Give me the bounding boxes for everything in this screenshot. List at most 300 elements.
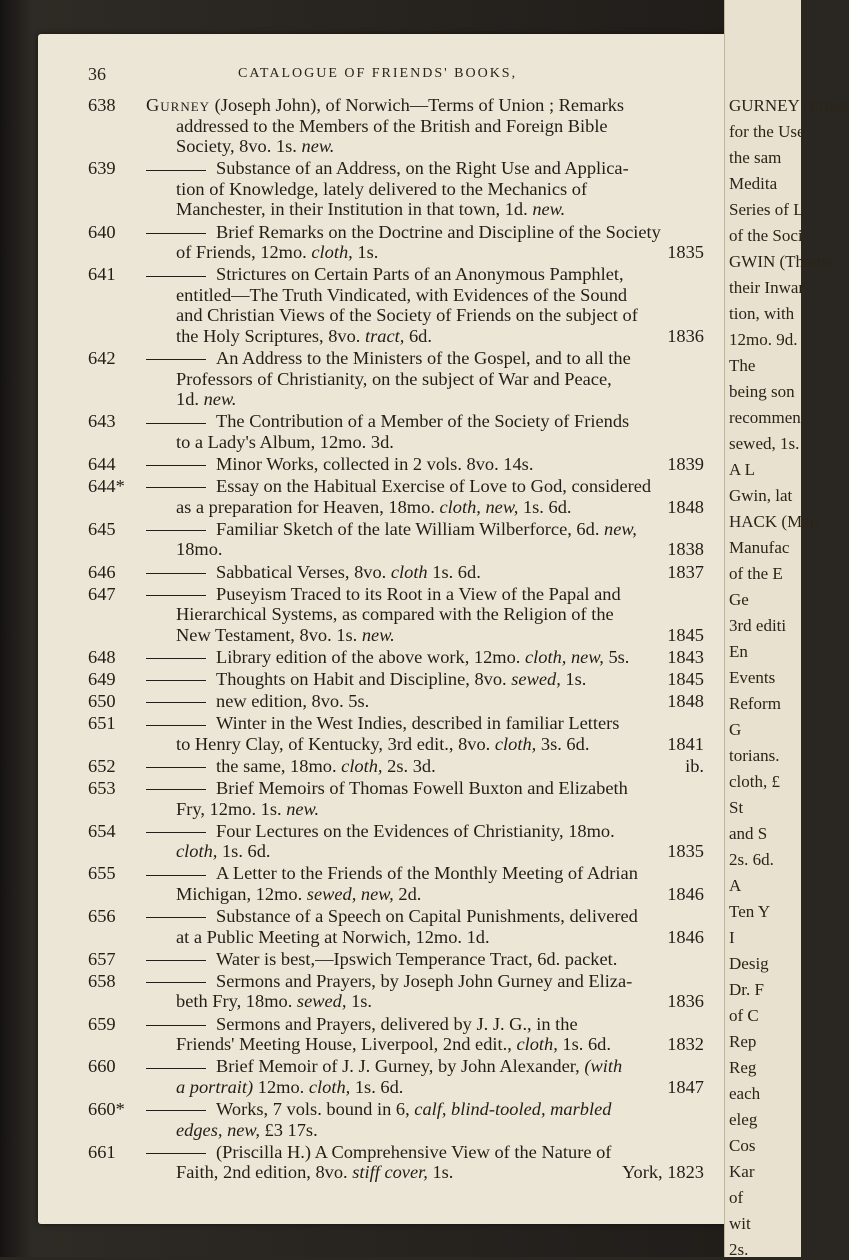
facing-page-text: St [729, 798, 744, 817]
facing-page-text: Dr. F [729, 980, 764, 999]
entry-italic: cloth, [311, 242, 353, 263]
ditto-dash [146, 233, 206, 234]
ditto-dash [146, 359, 206, 360]
entry-line-text [176, 305, 638, 326]
ditto-dash [146, 982, 206, 983]
entry-text: Professors of Christianity, on the subject of War and Peace, [176, 368, 612, 389]
entry-text: Four Lectures on the Evidences of Christianity, 18mo. [216, 820, 615, 841]
entry-text: entitled—The Truth Vindicated, with Evidences of the Sound [176, 284, 628, 305]
entry-text: 1s. 6d. [562, 1034, 611, 1055]
entry-number: 648 [88, 646, 116, 667]
facing-page-text: of [729, 1188, 744, 1207]
entry-line-text [146, 562, 481, 583]
entry-number: 644* [88, 476, 125, 497]
entry-line [88, 305, 704, 326]
entry-number: 653 [88, 778, 116, 798]
entry-line-text [176, 326, 432, 347]
entry-line-text [146, 906, 638, 927]
catalogue-entry [88, 348, 704, 410]
entry-line [88, 884, 704, 905]
entry-number: 644 [88, 454, 116, 475]
entry-text: Brief Memoirs of Thomas Fowell Buxton and Elizabeth [216, 778, 628, 798]
facing-page-text: sewed, 1s. [729, 434, 800, 453]
catalogue-entry [88, 222, 704, 263]
entry-year: 1839 [667, 454, 704, 475]
entry-line-text [176, 539, 223, 560]
entry-text: Substance of a Speech on Capital Punishments, delivered [216, 906, 638, 927]
entry-text: 5s. [608, 646, 630, 667]
entry-line-text [146, 476, 651, 497]
entry-line-text [146, 264, 624, 285]
entry-line-text [176, 927, 490, 948]
facing-page-text: recommen [729, 408, 801, 427]
entry-italic: edges, new, [176, 1119, 260, 1140]
entry-italic: new. [532, 199, 566, 220]
entry-number: 640 [88, 221, 116, 242]
entry-number: 652 [88, 755, 116, 776]
entry-text: the Holy Scriptures, 8vo. [176, 326, 361, 347]
facing-page-text: being son [729, 382, 795, 401]
entry-text: Substance of an Address, on the Right Use and Applica- [216, 158, 629, 179]
entry-line-text [146, 584, 621, 605]
entry-text: 1s. [357, 242, 379, 263]
entry-text: £3 17s. [264, 1119, 318, 1140]
entry-number: 650 [88, 691, 116, 712]
entry-italic: cloth, [516, 1034, 558, 1055]
entry-number: 655 [88, 863, 116, 884]
entry-line-text [146, 519, 637, 540]
facing-page-text: Cos [729, 1136, 756, 1155]
entry-text: 1s. 6d. [432, 561, 481, 582]
entry-line-text [176, 799, 319, 820]
entry-text: Sermons and Prayers, by Joseph John Gurney and Eliza- [216, 970, 633, 991]
ditto-dash [146, 573, 206, 574]
entry-line [88, 222, 704, 243]
catalogue-entry [88, 584, 704, 646]
entry-text: tion of Knowledge, lately delivered to the Mechanics of [176, 178, 588, 199]
entry-line-text [146, 669, 586, 690]
entry-line [88, 411, 704, 432]
entry-line [88, 348, 704, 369]
entry-text: Brief Remarks on the Doctrine and Discipline of the Society [216, 221, 661, 242]
entry-italic: cloth, [341, 755, 383, 776]
facing-page-text: A [729, 876, 742, 895]
catalogue-entry [88, 971, 704, 1012]
catalogue-entry [88, 756, 704, 777]
catalogue-entry [88, 669, 704, 690]
entry-line [88, 625, 704, 646]
entry-text: New Testament, 8vo. 1s. [176, 624, 358, 645]
entry-text: Brief Memoir of J. J. Gurney, by John Alexander, [216, 1056, 580, 1077]
entry-italic: new, [604, 518, 637, 539]
ditto-dash [146, 1110, 206, 1111]
entry-italic: new. [203, 389, 237, 410]
entry-text: Works, 7 vols. bound in 6, [216, 1098, 410, 1119]
entry-line-text [176, 1120, 318, 1141]
entry-text: An Address to the Ministers of the Gospel, and to all the [216, 348, 631, 369]
entry-italic: tract, [365, 326, 405, 347]
entry-text: Minor Works, collected in 2 vols. 8vo. 14s. [216, 454, 534, 475]
catalogue-entry [88, 476, 704, 517]
entry-line-text [146, 971, 632, 992]
entry-line-text [146, 949, 617, 970]
entry-italic: (with [584, 1056, 623, 1077]
entry-number: 646 [88, 561, 116, 582]
entry-line-text [176, 1077, 403, 1098]
facing-page-text: The [729, 356, 756, 375]
entry-italic: sewed, [511, 669, 561, 690]
entry-line-text [146, 713, 619, 734]
entry-line-text [176, 136, 334, 157]
entry-text: 3s. 6d. [540, 733, 590, 754]
entry-text: Puseyism Traced to its Root in a View of the Papal and [216, 583, 621, 604]
entry-text: 18mo. [176, 539, 223, 560]
facing-page-edge [724, 0, 848, 1259]
entry-year: 1835 [667, 242, 704, 263]
facing-page-text: I [729, 928, 735, 947]
entry-text: 2d. [398, 883, 422, 904]
facing-page-text: and S [729, 824, 768, 843]
ditto-dash [146, 658, 206, 659]
facing-page-text: Reg [729, 1058, 757, 1077]
entry-italic: cloth, [308, 1076, 351, 1097]
entry-line [88, 647, 704, 668]
facing-page-text: for the Use [729, 122, 805, 141]
catalogue-entry [88, 562, 704, 583]
entry-line-text [146, 222, 661, 243]
entry-number: 657 [88, 948, 116, 969]
entry-text: The Contribution of a Member of the Society of Friends [216, 411, 630, 432]
facing-page-text: wit [729, 1214, 751, 1233]
ditto-dash [146, 1153, 206, 1154]
ditto-dash [146, 465, 206, 466]
entry-line [88, 713, 704, 734]
entry-italic: stiff cover, [352, 1162, 428, 1183]
entry-line [88, 778, 704, 799]
entry-line-text [146, 1014, 578, 1035]
catalogue-entry [88, 1014, 704, 1055]
entry-year: 1843 [667, 646, 704, 667]
ditto-dash [146, 702, 206, 703]
entry-text: 1s. [432, 1162, 454, 1183]
entry-number: 645 [88, 518, 116, 539]
ditto-dash [146, 960, 206, 961]
facing-page-text: Series of L [729, 200, 804, 219]
facing-page-text: 3rd editi [729, 616, 787, 635]
catalogue-entry [88, 821, 704, 862]
entry-text: 1s. 6d. [221, 841, 271, 862]
ditto-dash [146, 1068, 206, 1069]
catalogue-entry [88, 778, 704, 819]
entry-line-text [176, 116, 608, 137]
ditto-dash [146, 170, 206, 171]
entry-line [88, 863, 704, 884]
entry-year: 1841 [667, 733, 704, 754]
entry-text: Sermons and Prayers, delivered by J. J. G., in the [216, 1013, 578, 1034]
entry-text: Familiar Sketch of the late William Wilberforce, 6d. [216, 518, 600, 539]
entry-number: 643 [88, 411, 116, 432]
entry-line [88, 841, 704, 862]
entry-text: Michigan, 12mo. [176, 883, 303, 904]
entry-year: York, 1823 [622, 1162, 704, 1183]
entry-year: 1848 [667, 691, 704, 712]
ditto-dash [146, 595, 206, 596]
entry-line-text [176, 369, 612, 390]
entry-text: as a preparation for Heaven, 18mo. [176, 496, 435, 517]
entry-text: 1d. [176, 389, 199, 410]
entry-line [88, 95, 704, 116]
facing-page-text: Ten Y [729, 902, 771, 921]
entry-line [88, 971, 704, 992]
entry-line [88, 158, 704, 179]
entry-number: 656 [88, 906, 116, 927]
facing-page-text: Reform [729, 694, 781, 713]
entry-line [88, 199, 704, 220]
catalogue-entry [88, 1056, 704, 1097]
entry-number: 658 [88, 970, 116, 991]
entry-line-text [176, 432, 394, 453]
catalogue-entries [88, 95, 704, 1184]
catalogue-entry [88, 454, 704, 475]
running-title: CATALOGUE OF FRIENDS' BOOKS, [238, 66, 518, 81]
entry-line [88, 285, 704, 306]
entry-line-text [146, 348, 631, 369]
catalogue-entry [88, 95, 704, 157]
facing-page-text: 2s. 6d. [729, 850, 774, 869]
entry-line [88, 906, 704, 927]
catalogue-entry [88, 411, 704, 452]
entry-number: 651 [88, 713, 116, 734]
facing-page-text: Manufac [729, 538, 790, 557]
entry-line-text [146, 863, 638, 884]
ditto-dash [146, 530, 206, 531]
entry-text: Hierarchical Systems, as compared with the Religion of the [176, 604, 614, 625]
entry-line [88, 584, 704, 605]
catalogue-entry [88, 713, 704, 754]
entry-text: to Henry Clay, of Kentucky, 3rd edit., 8vo. [176, 733, 491, 754]
entry-line-text [176, 389, 236, 410]
entry-text: addressed to the Members of the British and Foreign Bible [176, 115, 608, 136]
entry-text: 1s. [351, 991, 373, 1012]
entry-line [88, 949, 704, 970]
entry-number: 647 [88, 583, 116, 604]
entry-text: 1s. 6d. [522, 496, 572, 517]
entry-text: Gurney [146, 95, 211, 115]
entry-line [88, 734, 704, 755]
entry-text: 2s. 3d. [387, 755, 436, 776]
facing-page-text: Kar [729, 1162, 755, 1181]
entry-text: Essay on the Habitual Exercise of Love to God, considered [216, 476, 652, 497]
facing-page-text: of C [729, 1006, 759, 1025]
entry-text: (Joseph John), of Norwich—Terms of Union ; Remarks [214, 95, 625, 115]
facing-page-text: torians. [729, 746, 780, 765]
running-head [88, 64, 688, 86]
entry-line-text [146, 1056, 622, 1077]
facing-page-text: Events [729, 668, 776, 687]
entry-italic: a portrait) [176, 1076, 254, 1097]
entry-line-text [146, 95, 624, 116]
entry-line [88, 562, 704, 583]
entry-line [88, 476, 704, 497]
entry-text: Faith, 2nd edition, 8vo. [176, 1162, 348, 1183]
entry-line-text [146, 647, 629, 668]
entry-year: 1845 [667, 669, 704, 690]
entry-line [88, 242, 704, 263]
entry-line-text [176, 497, 572, 518]
entry-line-text [176, 884, 421, 905]
ditto-dash [146, 680, 206, 681]
entry-text: Thoughts on Habit and Discipline, 8vo. [216, 669, 507, 690]
catalogue-entry [88, 906, 704, 947]
entry-number: 659 [88, 1013, 116, 1034]
entry-italic: sewed, [296, 991, 347, 1012]
entry-line [88, 179, 704, 200]
entry-line [88, 1056, 704, 1077]
entry-line-text [176, 1162, 453, 1183]
entry-text: Friends' Meeting House, Liverpool, 2nd edit., [176, 1034, 512, 1055]
entry-number: 638 [88, 95, 116, 115]
entry-line-text [176, 199, 565, 220]
entry-year: 1845 [667, 624, 704, 645]
entry-line-text [176, 1034, 611, 1055]
entry-text: 6d. [408, 326, 432, 347]
entry-line-text [146, 1099, 611, 1120]
ditto-dash [146, 1025, 206, 1026]
entry-text: Society, 8vo. 1s. [176, 136, 297, 157]
ditto-dash [146, 832, 206, 833]
facing-page-text: Desig [729, 954, 769, 973]
entry-line-text [176, 625, 395, 646]
entry-year: 1846 [667, 883, 704, 904]
catalogue-entry [88, 264, 704, 346]
facing-page-text: tion, with [729, 304, 795, 323]
facing-page-text: 12mo. 9d. [729, 330, 798, 349]
entry-line [88, 1142, 704, 1163]
catalogue-entry [88, 691, 704, 712]
entry-text: the same, 18mo. [216, 755, 337, 776]
entry-text: 1s. [565, 669, 587, 690]
facing-page-text: GURNEY (Prisci [729, 96, 848, 115]
entry-text: 12mo. [257, 1076, 305, 1097]
entry-line [88, 326, 704, 347]
catalogue-entry [88, 1099, 704, 1140]
entry-text: Winter in the West Indies, described in familiar Letters [216, 713, 620, 734]
entry-line [88, 116, 704, 137]
entry-year: 1837 [667, 561, 704, 582]
entry-year: ib. [685, 755, 704, 776]
catalogue-entry [88, 647, 704, 668]
entry-number: 660 [88, 1056, 116, 1077]
entry-year: 1838 [667, 539, 704, 560]
entry-text: of Friends, 12mo. [176, 242, 307, 263]
entry-text: 1s. 6d. [354, 1076, 404, 1097]
entry-italic: cloth [390, 561, 428, 582]
entry-year: 1847 [667, 1076, 704, 1097]
entry-number: 661 [88, 1141, 116, 1162]
facing-page-text: cloth, £ [729, 772, 780, 791]
entry-line-text [146, 691, 369, 712]
entry-line [88, 264, 704, 285]
entry-line [88, 1099, 704, 1120]
catalogue-entry [88, 863, 704, 904]
entry-text: and Christian Views of the Society of Friends on the subject of [176, 305, 638, 326]
entry-text: Strictures on Certain Parts of an Anonymous Pamphlet, [216, 264, 624, 285]
ditto-dash [146, 875, 206, 876]
entry-line [88, 1120, 704, 1141]
page-number: 36 [88, 64, 106, 84]
entry-line-text [176, 841, 271, 862]
entry-line [88, 454, 704, 475]
entry-line [88, 821, 704, 842]
entry-line [88, 991, 704, 1012]
ditto-dash [146, 789, 206, 790]
entry-year: 1836 [667, 326, 704, 347]
facing-page-text: HACK (Mari [729, 512, 821, 531]
entry-line-text [146, 778, 628, 799]
entry-year: 1836 [667, 991, 704, 1012]
facing-page-text: Medita [729, 174, 778, 193]
entry-text: new edition, 8vo. 5s. [216, 691, 370, 712]
facing-page-text: their Inwar [729, 278, 805, 297]
facing-page-text: 2s. [729, 1240, 749, 1259]
entry-text: A Letter to the Friends of the Monthly Meeting of Adrian [216, 863, 638, 884]
entry-line-text [176, 991, 372, 1012]
entry-line [88, 369, 704, 390]
entry-line-text [176, 242, 378, 263]
entry-year: 1846 [667, 926, 704, 947]
entry-text: Library edition of the above work, 12mo. [216, 646, 521, 667]
facing-page-text: Gwin, lat [729, 486, 793, 505]
entry-text: Sabbatical Verses, 8vo. [216, 561, 387, 582]
entry-text: Manchester, in their Institution in that town, 1d. [176, 199, 528, 220]
entry-italic: new. [301, 136, 335, 157]
facing-page-text: Rep [729, 1032, 757, 1051]
facing-page-text: Ge [729, 590, 749, 609]
entry-line [88, 1162, 704, 1183]
entry-line-text [146, 1142, 611, 1163]
entry-number: 639 [88, 158, 116, 179]
entry-text: Fry, 12mo. 1s. [176, 798, 282, 819]
entry-line-text [146, 454, 533, 475]
entry-line [88, 389, 704, 410]
entry-line-text [146, 411, 629, 432]
facing-page-text: each [729, 1084, 761, 1103]
entry-number: 641 [88, 264, 116, 285]
facing-page-text: eleg [729, 1110, 758, 1129]
ditto-dash [146, 276, 206, 277]
entry-line [88, 799, 704, 820]
entry-italic: cloth, [176, 841, 218, 862]
entry-line [88, 604, 704, 625]
entry-line [88, 669, 704, 690]
catalogue-page [38, 34, 738, 1224]
entry-line [88, 1014, 704, 1035]
facing-page-text: GWIN (Thoma [729, 252, 834, 271]
facing-page-text: G [729, 720, 742, 739]
entry-number: 649 [88, 669, 116, 690]
ditto-dash [146, 725, 206, 726]
entry-italic: new. [286, 798, 320, 819]
entry-year: 1835 [667, 841, 704, 862]
entry-text: at a Public Meeting at Norwich, 12mo. 1d. [176, 926, 490, 947]
entry-italic: cloth, new, [525, 646, 604, 667]
entry-line [88, 1034, 704, 1055]
entry-line [88, 136, 704, 157]
entry-text: to a Lady's Album, 12mo. 3d. [176, 432, 394, 452]
entry-line-text [176, 179, 587, 200]
entry-text: Water is best,—Ipswich Temperance Tract, 6d. packet. [216, 948, 618, 969]
entry-italic: cloth, new, [439, 496, 519, 517]
